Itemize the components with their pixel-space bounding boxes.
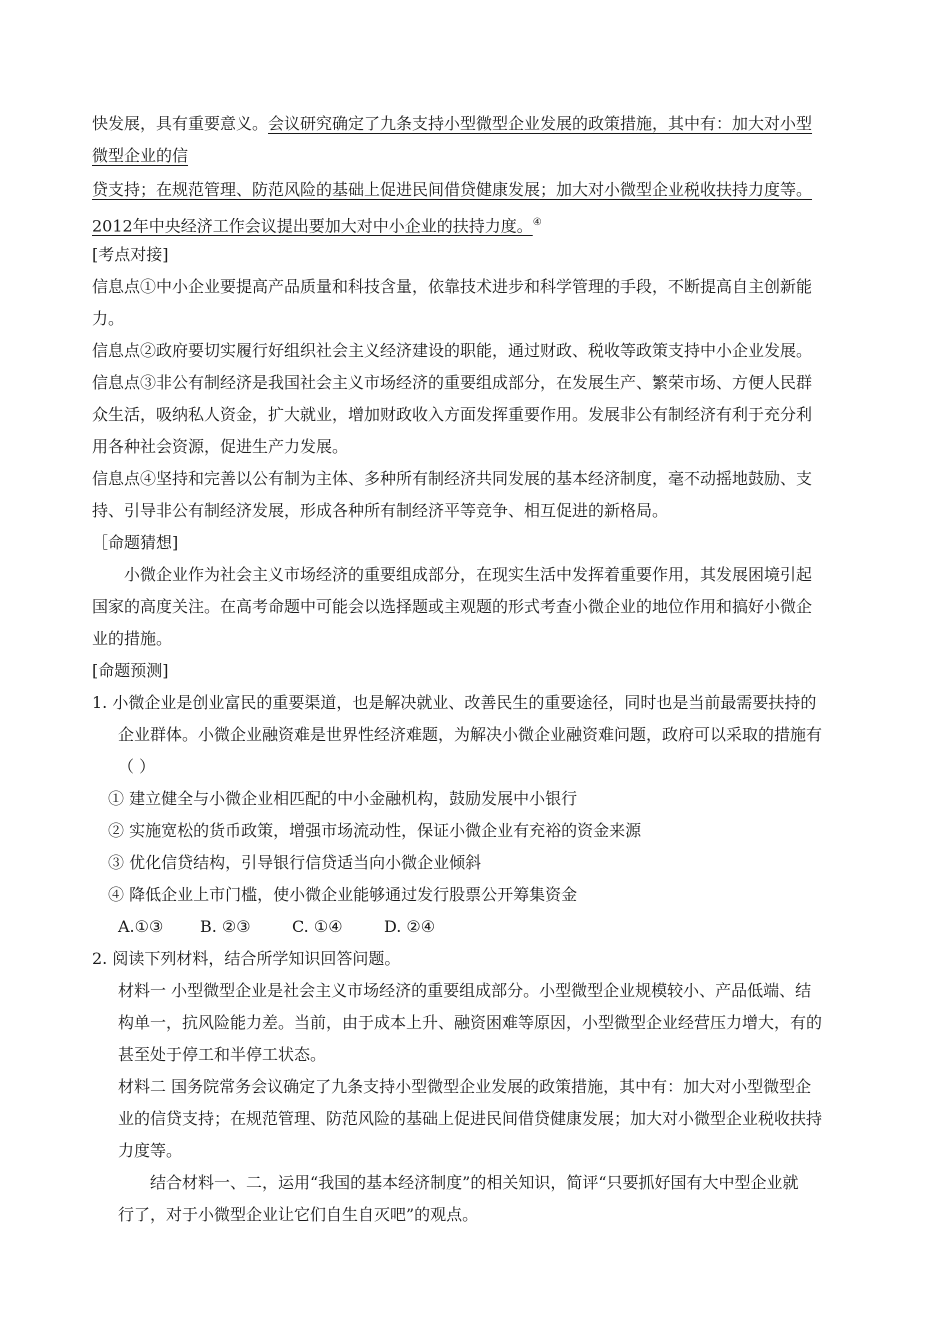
intro-line-3: 贷支持；在规范管理、防范风险的基础上促进民间借贷健康发展；加大对小微型企业税收扶持力度等。 [92,180,813,199]
intro-underlined-text: 2012年中央经济工作会议提出要加大对中小企业的扶持力度。 [92,216,533,236]
question-2-ask: 结合材料一、二，运用“我国的基本经济制度”的相关知识，简评“只要抓好国有大中型企业就 [150,1173,799,1192]
intro-line-2: 微型企业的信 [92,146,189,165]
material-2-line: 业的信贷支持；在规范管理、防范风险的基础上促进民间借贷健康发展；加大对小微型企业税收扶持 [118,1109,823,1128]
question-1-option: ② 实施宽松的货币政策，增强市场流动性，保证小微企业有充裕的资金来源 [108,821,642,840]
material-2-line: 材料二 国务院常务会议确定了九条支持小型微型企业发展的政策措施，其中有：加大对小型微型企 [118,1077,812,1096]
question-2-ask: 行了，对于小微型企业让它们自生自灭吧”的观点。 [118,1205,479,1224]
material-1-line: 甚至处于停工和半停工状态。 [118,1045,327,1064]
question-1-choice-b: B. ②③ [200,917,251,936]
kaodian-line: 力。 [92,309,125,328]
section-heading-yuce: [命题预测] [92,661,169,680]
section-heading-kaodian: [考点对接] [92,245,169,264]
question-1-stem: 1. 小微企业是创业富民的重要渠道，也是解决就业、改善民生的重要途径，同时也是当前最需要扶持的 [92,693,817,712]
caixiang-line: 国家的高度关注。在高考命题中可能会以选择题或主观题的形式考查小微企业的地位作用和搞好小微企 [92,597,813,616]
kaodian-line: 信息点②政府要切实履行好组织社会主义经济建设的职能，通过财政、税收等政策支持中小企业发展。 [92,341,813,360]
kaodian-line: 众生活，吸纳私人资金，扩大就业，增加财政收入方面发挥重要作用。发展非公有制经济有利于充分利 [92,405,813,424]
answer-blank: （ ） [118,757,156,776]
intro-underlined-text: 会议研究确定了九条支持小型微型企业发展的政策措施，其中有：加大对小型 [268,114,813,133]
material-1-line: 构单一，抗风险能力差。当前，由于成本上升、融资困难等原因，小型微型企业经营压力增大，有的 [118,1013,823,1032]
caixiang-line: 业的措施。 [92,629,173,648]
question-1-option: ④ 降低企业上市门槛，使小微企业能够通过发行股票公开筹集资金 [108,885,578,904]
question-1-option: ① 建立健全与小微企业相匹配的中小金融机构，鼓励发展中小银行 [108,789,578,808]
question-1-choice-d: D. ②④ [384,917,436,936]
kaodian-line: 用各种社会资源，促进生产力发展。 [92,437,349,456]
intro-line-4 [92,213,542,236]
question-1-choice-a: A.①③ [118,917,164,936]
kaodian-line: 信息点①中小企业要提高产品质量和科技含量，依靠技术进步和科学管理的手段，不断提高自主创新能 [92,277,813,296]
question-2-stem: 2. 阅读下列材料，结合所学知识回答问题。 [92,949,401,968]
material-1-line: 材料一 小型微型企业是社会主义市场经济的重要组成部分。小型微型企业规模较小、产品低端、结 [118,981,812,1000]
section-heading-caixiang: ［命题猜想] [92,533,179,552]
footnote-mark: ④ [532,217,542,228]
intro-line-1 [92,114,812,134]
kaodian-line: 信息点③非公有制经济是我国社会主义市场经济的重要组成部分，在发展生产、繁荣市场、方便人民群 [92,373,813,392]
caixiang-line: 小微企业作为社会主义市场经济的重要组成部分，在现实生活中发挥着重要作用，其发展困境引起 [124,565,813,584]
kaodian-line: 持、引导非公有制经济发展，形成各种所有制经济平等竞争、相互促进的新格局。 [92,501,669,520]
question-1-choice-c: C. ①④ [292,917,343,936]
question-1-stem: 企业群体。小微企业融资难是世界性经济难题，为解决小微企业融资难问题，政府可以采取的措施有 [118,725,823,744]
kaodian-line: 信息点④坚持和完善以公有制为主体、多种所有制经济共同发展的基本经济制度，毫不动摇地鼓励、支 [92,469,813,488]
intro-plain-text: 快发展，具有重要意义。 [92,114,269,133]
question-1-option: ③ 优化信贷结构，引导银行信贷适当向小微企业倾斜 [108,853,482,872]
material-2-line: 力度等。 [118,1141,183,1160]
